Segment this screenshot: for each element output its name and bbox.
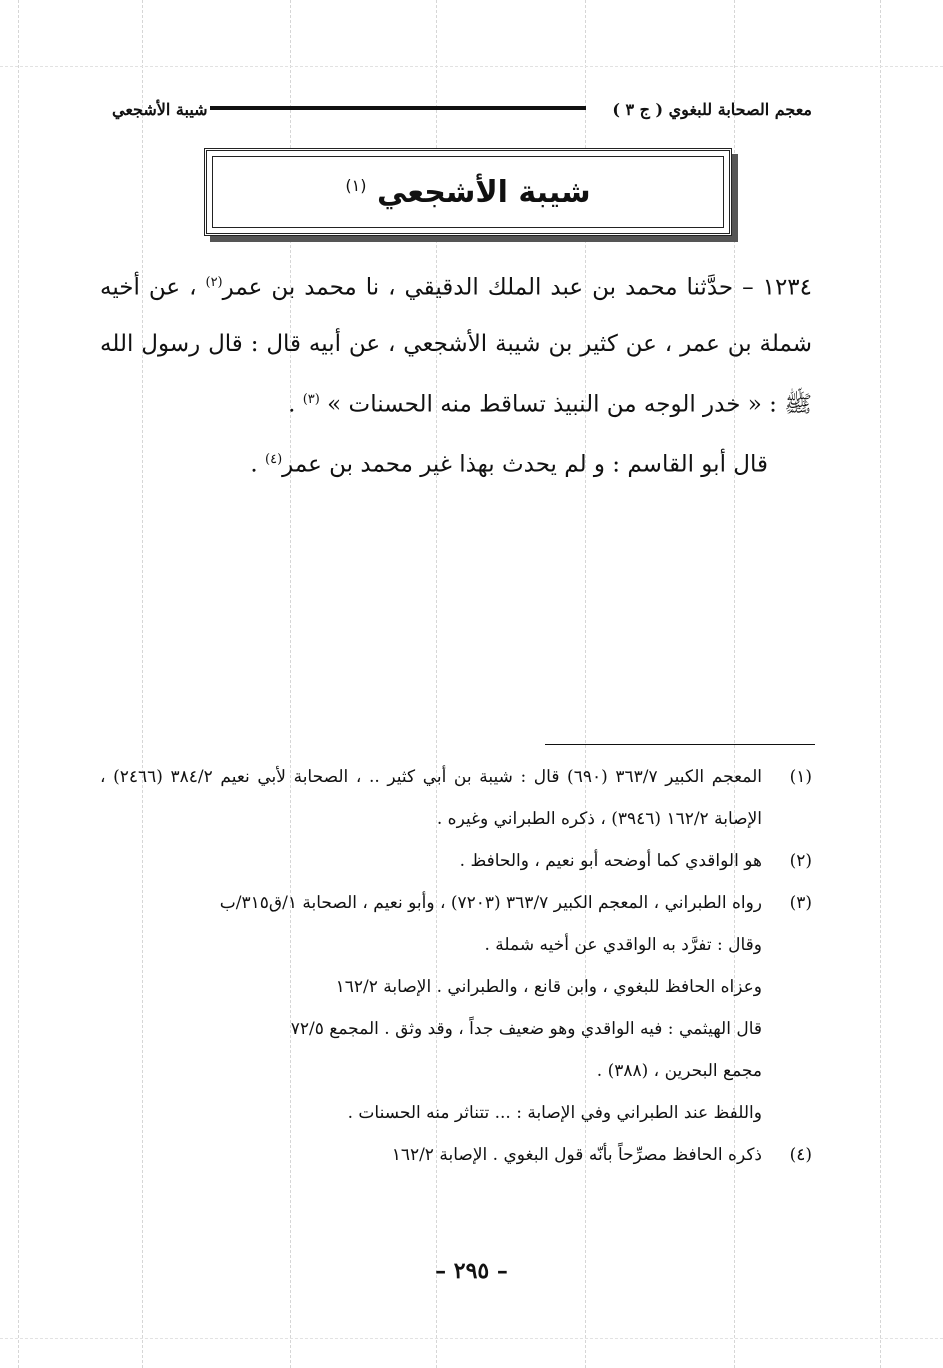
footnote-ref: (٣): [302, 391, 320, 407]
footnote-text: وقال : تفرَّد به الواقدي عن أخيه شملة .: [484, 935, 762, 955]
footnote-number: (٣): [789, 893, 812, 913]
footnote-text: هو الواقدي كما أوضحه أبو نعيم ، والحافظ .: [459, 851, 762, 871]
header-rule: [210, 106, 586, 110]
footnote-separator: [545, 744, 815, 745]
comment-text: قال أبو القاسم : و لم يحدث بهذا غير محمد بن عمر: [282, 451, 768, 478]
footnote-ref: (٢): [205, 275, 223, 290]
entry-title-text: شيبة الأشجعي: [376, 174, 591, 210]
hadith-body: [100, 255, 812, 493]
footnote-ref: (٤): [265, 452, 283, 468]
footnote-text: واللفظ عند الطبراني وفي الإصابة : ... تتناثر منه الحسنات .: [347, 1103, 762, 1123]
page-number: – ٢٩٥ –: [435, 1258, 508, 1284]
entry-title: [345, 175, 590, 210]
running-header: [112, 94, 812, 130]
footnote: [100, 756, 812, 840]
footnote: [100, 840, 812, 882]
footnote-number: (٤): [789, 1145, 812, 1165]
hadith-text: ، عن أخيه شملة بن عمر ، عن كثير بن شيبة الأشجعي ، عن أبيه قال : قال رسول الله ﷺ : « خدر الوجه من النبيذ تساقط منه الحسنات »: [100, 274, 812, 418]
footnote-text: المعجم الكبير ٣٦٣/٧ (٦٩٠) قال : شيبة بن أبي كثير .. ، الصحابة لأبي نعيم ٣٨٤/٢ (٢٤٦٦) ، الإصابة ١٦٢/٢ (٣٩٤٦) ، ذكره الطبراني وغيره .: [100, 767, 762, 829]
footnote-text: رواه الطبراني ، المعجم الكبير ٣٦٣/٧ (٧٢٠٣) ، وأبو نعيم ، الصحابة ١/ق٣١٥/ب: [219, 893, 762, 913]
scan-guide: [18, 0, 19, 1368]
book-title: معجم الصحابة للبغوي ( ج ٣ ): [612, 100, 812, 119]
footnote: [100, 882, 812, 1134]
scan-guide: [0, 66, 943, 67]
comment-text: .: [250, 451, 265, 478]
footnote-text: ذكره الحافظ مصرِّحاً بأنّه قول البغوي . الإصابة ١٦٢/٢: [391, 1145, 762, 1165]
scan-guide: [880, 0, 881, 1368]
footnotes: [100, 756, 812, 1176]
entry-name-header: شيبة الأشجعي: [112, 100, 208, 119]
hadith-paragraph: [100, 255, 812, 432]
footnote-ref: (١): [345, 175, 367, 195]
hadith-text: .: [288, 391, 303, 418]
footnote-text: مجمع البحرين ، (٣٨٨) .: [596, 1061, 762, 1081]
scan-guide: [0, 1338, 943, 1339]
hadith-text: ١٢٣٤ – حدَّثنا محمد بن عبد الملك الدقيقي ، نا محمد بن عمر: [222, 274, 813, 301]
footnote-number: (٢): [789, 851, 812, 871]
comment-paragraph: [100, 432, 812, 493]
footnote-text: قال الهيثمي : فيه الواقدي وهو ضعيف جداً ، وقد وثق . المجمع ٧٢/٥: [290, 1019, 762, 1039]
footnote: [100, 1134, 812, 1176]
footnote-text: وعزاه الحافظ للبغوي ، وابن قانع ، والطبراني . الإصابة ١٦٢/٢: [335, 977, 762, 997]
entry-title-box: [204, 148, 732, 236]
footnote-number: (١): [789, 767, 812, 787]
